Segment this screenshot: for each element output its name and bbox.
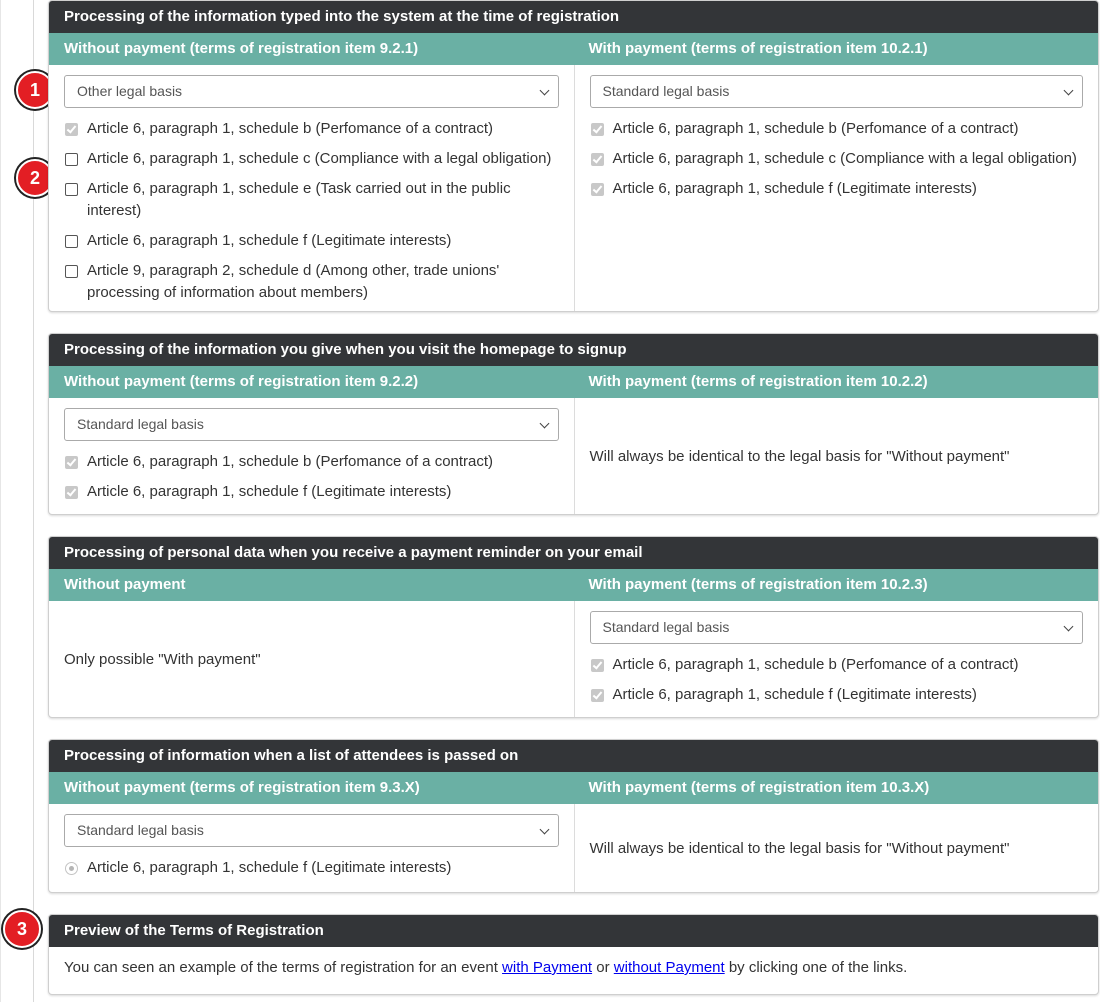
legal-basis-option: Article 6, paragraph 1, schedule f (Legitimate interests) [590,680,1084,710]
section-payment-reminder [48,536,1099,718]
with-payment-column [574,398,1099,514]
without-payment-header: Without payment [64,576,186,593]
legal-basis-option: Article 6, paragraph 1, schedule c (Compliance with a legal obligation) [590,144,1084,174]
legal-basis-option[interactable]: Article 6, paragraph 1, schedule c (Compliance with a legal obligation) [64,144,559,174]
checkbox[interactable] [65,123,78,136]
section-subheader [49,569,1098,601]
section-subheader [49,366,1098,398]
checkbox[interactable] [65,235,78,248]
section-subheader [49,33,1098,65]
info-text: Only possible "With payment" [64,650,261,668]
without-payment-link[interactable]: without Payment [613,959,725,976]
legal-basis-option[interactable]: Article 6, paragraph 1, schedule b (Perfomance of a contract) [64,114,559,144]
without-payment-header: Without payment (terms of registration item 9.3.X) [64,779,420,796]
preview-text: You can seen an example of the terms of registration for an event with Payment or without Payment by clicking one of the links. [64,959,908,976]
legal-basis-select[interactable]: Standard legal basis [64,408,559,441]
legal-basis-option: Article 6, paragraph 1, schedule f (Legitimate interests) [64,477,559,507]
section-title: Processing of the information typed into the system at the time of registration [49,1,1098,33]
section-attendee-list [48,739,1099,893]
without-payment-column [49,398,574,514]
checkbox-disabled [591,153,604,166]
chevron-down-icon [1064,86,1074,96]
without-payment-column [49,804,574,892]
with-payment-column [574,804,1099,892]
legal-basis-select[interactable]: Other legal basis [64,75,559,108]
checkbox[interactable] [65,153,78,166]
section-title: Preview of the Terms of Registration [49,915,1098,947]
chevron-down-icon [539,825,549,835]
legal-basis-select[interactable]: Standard legal basis [590,611,1084,644]
with-payment-header: With payment (terms of registration item 10.3.X) [588,779,930,796]
chevron-down-icon [1064,622,1074,632]
checkbox-disabled [65,486,78,499]
marker-2: 2 [16,159,54,197]
legal-basis-option: Article 6, paragraph 1, schedule b (Perfomance of a contract) [64,447,559,477]
checkbox[interactable] [65,183,78,196]
checkbox-disabled [591,659,604,672]
legal-basis-option[interactable]: Article 6, paragraph 1, schedule e (Task carried out in the public interest) [64,174,559,226]
checkbox-disabled [65,456,78,469]
with-payment-column [574,65,1099,312]
section-homepage-signup [48,333,1099,515]
checkbox[interactable] [65,265,78,278]
info-text: Will always be identical to the legal basis for "Without payment" [589,839,1010,857]
legal-basis-select[interactable]: Standard legal basis [64,814,559,847]
chevron-down-icon [539,86,549,96]
with-payment-header: With payment (terms of registration item 10.2.3) [588,576,928,593]
info-text: Will always be identical to the legal basis for "Without payment" [589,447,1010,465]
checkbox-disabled [591,183,604,196]
section-subheader [49,772,1098,804]
checkbox-disabled [591,689,604,702]
section-preview [48,914,1099,995]
section-title: Processing of personal data when you receive a payment reminder on your email [49,537,1098,569]
with-payment-link[interactable]: with Payment [502,959,593,976]
legal-basis-option[interactable]: Article 9, paragraph 2, schedule d (Among other, trade unions' processing of information about members) [64,256,559,308]
legal-basis-option: Article 6, paragraph 1, schedule f (Legitimate interests) [64,853,559,883]
legal-basis-option[interactable]: Article 6, paragraph 1, schedule f (Legitimate interests) [64,226,559,256]
legal-basis-option: Article 6, paragraph 1, schedule b (Perfomance of a contract) [590,114,1084,144]
legal-basis-option: Article 6, paragraph 1, schedule f (Legitimate interests) [590,174,1084,204]
without-payment-header: Without payment (terms of registration item 9.2.1) [64,40,419,57]
section-title: Processing of the information you give when you visit the homepage to signup [49,334,1098,366]
radio-disabled [65,862,78,875]
section-registration-info [48,0,1099,312]
chevron-down-icon [539,419,549,429]
without-payment-column [49,601,574,717]
legal-basis-option: Article 6, paragraph 1, schedule b (Perfomance of a contract) [590,650,1084,680]
marker-3: 3 [3,910,41,948]
with-payment-header: With payment (terms of registration item 10.2.1) [588,40,928,57]
without-payment-header: Without payment (terms of registration item 9.2.2) [64,373,419,390]
with-payment-column [574,601,1099,717]
section-title: Processing of information when a list of attendees is passed on [49,740,1098,772]
with-payment-header: With payment (terms of registration item 10.2.2) [588,373,928,390]
legal-basis-select[interactable]: Standard legal basis [590,75,1084,108]
checkbox-disabled [591,123,604,136]
without-payment-column [49,65,574,312]
marker-1: 1 [16,71,54,109]
